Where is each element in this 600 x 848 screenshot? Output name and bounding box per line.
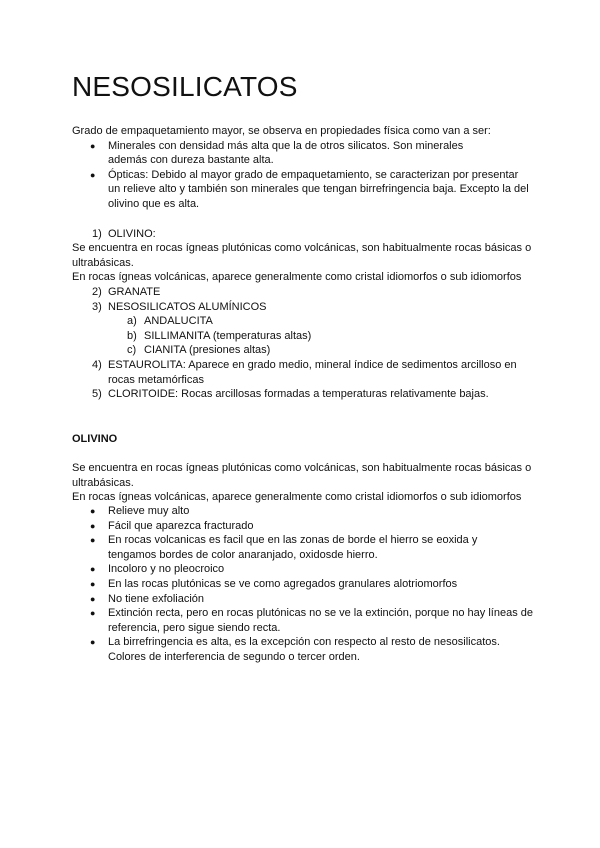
- list-number: 1): [92, 228, 102, 240]
- list-item-olivino: [72, 227, 532, 242]
- list-label: NESOSILICATOS ALUMÍNICOS: [108, 300, 267, 313]
- list-number: 2): [92, 286, 102, 298]
- olivino-summary: [72, 241, 534, 270]
- intro-paragraph: Grado de empaquetamiento mayor, se observa en propiedades física como van a ser:: [72, 125, 491, 137]
- olivino-summary-p1: Se encuentra en rocas ígneas plutónicas como volcánicas, son habitualmente rocas básicas o ultrabásicas.: [72, 242, 532, 269]
- sublist-letter: b): [127, 329, 137, 342]
- list-label: OLIVINO:: [108, 228, 156, 240]
- list-item-nesosilicatos-aluminicos: [72, 300, 532, 315]
- olivino-summary-p2: En rocas ígneas volcánicas, aparece generalmente como cristal idiomorfos o sub idiomorfos: [72, 271, 522, 283]
- mineral-list: [72, 227, 532, 242]
- list-item-granate: [72, 285, 532, 300]
- intro-bullet: ● Ópticas: Debido al mayor grado de empaquetamiento, se caracterizan por presentar un relieve alto y también son minerales que tengan birrefringencia baja. Excepto la del olivino que es alta.: [72, 168, 532, 212]
- list-label: CLORITOIDE: Rocas arcillosas formadas a temperaturas relativamente bajas.: [108, 388, 489, 401]
- olivino-property-bullet: ● Extinción recta, pero en rocas plutónicas no se ve la extinción, porque no hay líneas de referencia, pero sigue siendo recta.: [72, 606, 533, 635]
- intro-section: [72, 124, 532, 212]
- sublist-letter: a): [127, 315, 137, 328]
- list-item-estaurolita: [72, 358, 538, 387]
- olivino-property-bullet: ● En rocas volcanicas es facil que en las zonas de borde el hierro se eoxida y tengamos bordes de color anaranjado, oxidosde hierro.: [72, 533, 520, 562]
- sublist-item-sillimanita: [72, 329, 532, 344]
- olivino-property-bullet: ● En las rocas plutónicas se ve como agregados granulares alotriomorfos: [72, 577, 542, 592]
- olivino-p1-text: Se encuentra en rocas ígneas plutónicas como volcánicas, son habitualmente rocas básicas o ultrabásicas.: [72, 462, 532, 489]
- sublist-item-cianita: [72, 343, 532, 358]
- sublist-letter: c): [127, 344, 137, 357]
- olivino-property-bullet: ● La birrefringencia es alta, es la excepción con respecto al resto de nesosilicatos. Colores de interferencia de segundo o tercer orden.: [72, 635, 528, 664]
- olivino-property-bullet: ● Fácil que aparezca fracturado: [72, 519, 542, 534]
- olivino-property-bullet: ● No tiene exfoliación: [72, 592, 542, 607]
- mineral-list-continued: [72, 285, 532, 402]
- olivino-properties-list: [72, 504, 542, 665]
- list-number: 3): [92, 300, 102, 313]
- sublist-label: CIANITA (presiones altas): [144, 344, 271, 357]
- intro-bullet: ● Minerales con densidad más alta que la de otros silicatos. Son minerales además con dureza bastante alta.: [72, 139, 498, 168]
- list-number: 4): [92, 358, 102, 371]
- olivino-p2-text: En rocas ígneas volcánicas, aparece generalmente como cristal idiomorfos o sub idiomorfos: [72, 491, 522, 503]
- sublist-label: ANDALUCITA: [144, 315, 213, 328]
- list-item-cloritoide: [72, 387, 532, 402]
- list-label: GRANATE: [108, 286, 161, 298]
- section-heading-olivino: OLIVINO: [72, 433, 118, 445]
- sublist-item-andalucita: [72, 314, 532, 329]
- olivino-property-bullet: ● Incoloro y no pleocroico: [72, 562, 542, 577]
- list-label: ESTAUROLITA: Aparece en grado medio, mineral índice de sedimentos arcilloso en rocas metamórficas: [108, 358, 517, 386]
- olivino-property-bullet: ● Relieve muy alto: [72, 504, 542, 519]
- page-title: NESOSILICATOS: [72, 71, 298, 102]
- list-number: 5): [92, 388, 102, 401]
- olivino-summary-2: [72, 270, 542, 285]
- olivino-paragraph-1: [72, 461, 534, 490]
- olivino-paragraph-2: [72, 490, 542, 505]
- sublist-label: SILLIMANITA (temperaturas altas): [144, 329, 312, 342]
